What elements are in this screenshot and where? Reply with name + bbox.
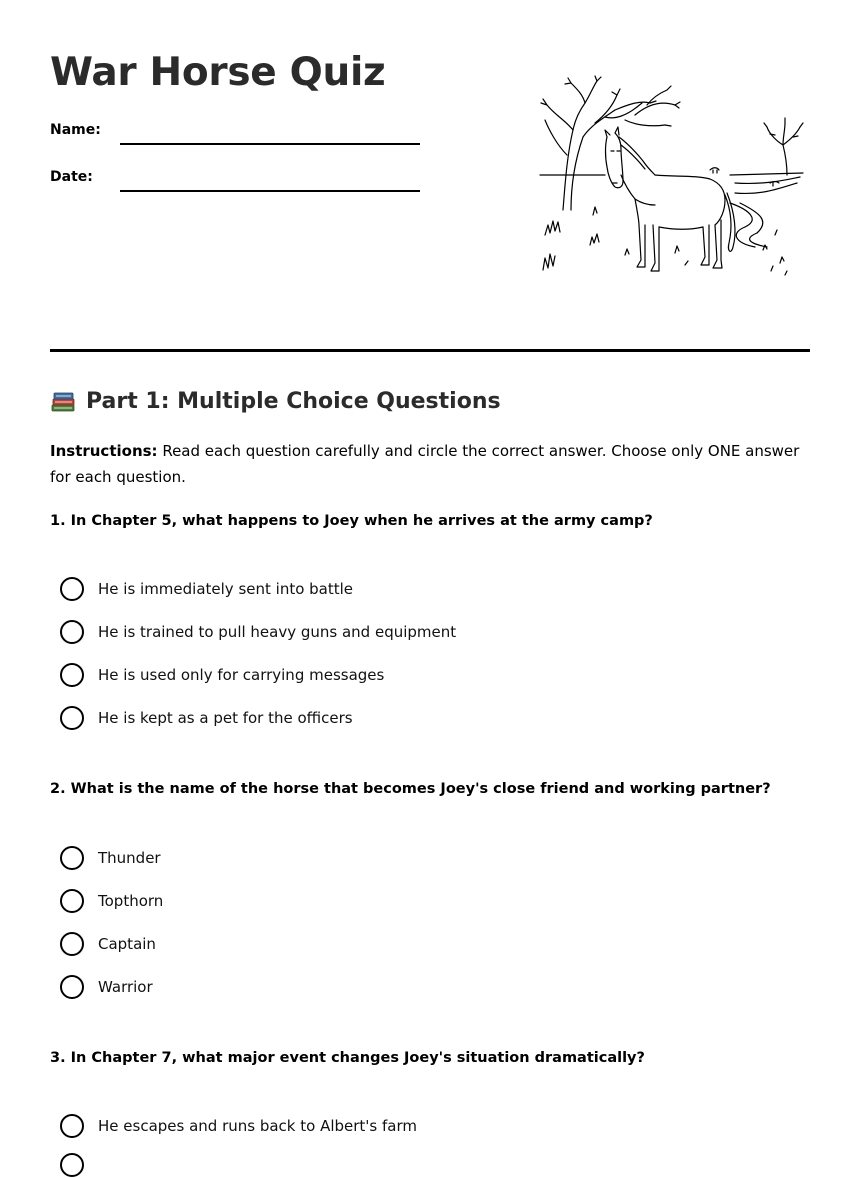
quiz-title: War Horse Quiz [50,50,386,95]
books-icon [50,388,76,414]
radio-button[interactable] [60,706,84,730]
radio-button[interactable] [60,975,84,999]
instructions-lead: Instructions: [50,442,158,460]
option-label: Captain [98,935,156,953]
instructions [50,438,810,490]
section-heading [50,388,501,414]
radio-button[interactable] [60,1153,84,1177]
radio-button[interactable] [60,1114,84,1138]
radio-button[interactable] [60,932,84,956]
section-title: Part 1: Multiple Choice Questions [86,388,501,414]
option-label: He is immediately sent into battle [98,580,354,598]
q2-option-3[interactable] [60,931,156,957]
radio-button[interactable] [60,846,84,870]
radio-button[interactable] [60,889,84,913]
question-3: 3. In Chapter 7, what major event changes Joey's situation dramatically? [50,1050,645,1066]
q2-option-1[interactable] [60,845,161,871]
radio-button[interactable] [60,577,84,601]
section-divider [50,349,810,352]
option-label: He is used only for carrying messages [98,666,385,684]
option-label: He is trained to pull heavy guns and equipment [98,623,457,641]
q2-option-2[interactable] [60,888,163,914]
q2-option-4[interactable] [60,974,153,1000]
date-field[interactable] [120,190,420,192]
radio-button[interactable] [60,620,84,644]
q3-option-2[interactable] [60,1152,98,1178]
radio-button[interactable] [60,663,84,687]
option-label: Thunder [98,849,161,867]
question-1: 1. In Chapter 5, what happens to Joey when he arrives at the army camp? [50,513,653,529]
instructions-text: Read each question carefully and circle the correct answer. Choose only ONE answer for each question. [50,442,800,486]
option-label: Warrior [98,978,153,996]
horse-illustration [535,75,805,285]
option-label: He escapes and runs back to Albert's farm [98,1117,418,1135]
q1-option-3[interactable] [60,662,384,688]
q1-option-1[interactable] [60,576,353,602]
name-label: Name: [50,122,101,138]
q1-option-4[interactable] [60,705,353,731]
question-2: 2. What is the name of the horse that becomes Joey's close friend and working partner? [50,781,771,797]
option-label: Topthorn [98,892,164,910]
q3-option-1[interactable] [60,1113,417,1139]
q1-option-2[interactable] [60,619,456,645]
option-label: He is kept as a pet for the officers [98,709,353,727]
date-label: Date: [50,169,93,185]
name-field[interactable] [120,143,420,145]
